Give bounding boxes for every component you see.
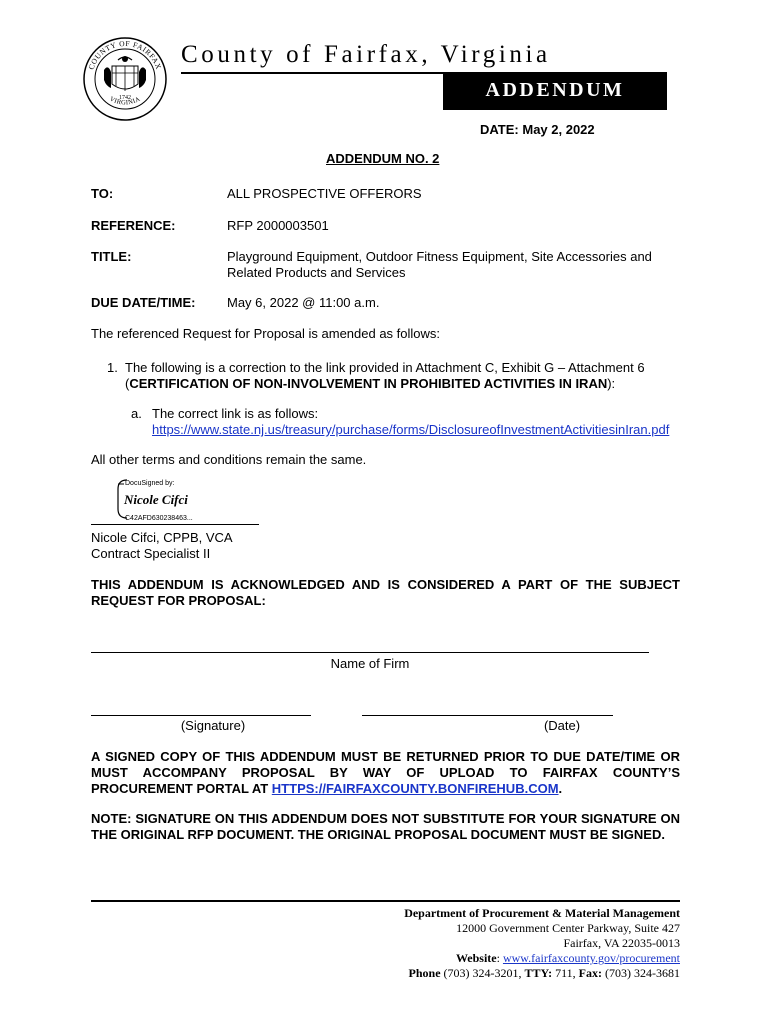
subitem-a-body: The correct link is as follows:: [152, 406, 319, 421]
footer-address-2: Fairfax, VA 22035-0013: [563, 936, 680, 950]
seal-text-bottom: VIRGINIA: [108, 95, 142, 107]
docusign-signature: [115, 476, 225, 522]
item-1-paren-close: ):: [607, 376, 616, 391]
reference-value: RFP 2000003501: [227, 218, 329, 233]
bonfire-portal-link[interactable]: HTTPS://FAIRFAXCOUNTY.BONFIREHUB.COM: [271, 781, 559, 796]
closing-text: All other terms and conditions remain the same.: [91, 452, 367, 467]
docusign-id: C42AFD630238463...: [125, 515, 193, 522]
return-notice-end: .: [558, 781, 563, 796]
intro-text: The referenced Request for Proposal is amended as follows:: [91, 326, 441, 341]
acknowledge-text: THIS ADDENDUM IS ACKNOWLEDGED AND IS CONSIDERED A PART OF THE SUBJECT REQUEST FOR PROPOSAL:: [91, 577, 680, 608]
due-date-value: May 6, 2022 @ 11:00 a.m.: [227, 295, 380, 310]
footer-website: [456, 950, 680, 966]
addendum-number: ADDENDUM NO. 2: [326, 151, 440, 166]
item-1-body: The following is a correction to the link provided in Attachment C, Exhibit G – Attachment 6: [125, 360, 645, 375]
signature-note: NOTE: SIGNATURE ON THIS ADDENDUM DOES NOT SUBSTITUTE FOR YOUR SIGNATURE ON THE ORIGINAL RFP DOCUMENT. THE ORIGINAL PROPOSAL DOCUMENT MUST BE SIGNED.: [91, 811, 680, 842]
footer-phone-number: (703) 324-3201,: [440, 966, 525, 980]
date-line: DATE: May 2, 2022: [480, 122, 595, 137]
signer-title: Contract Specialist II: [91, 546, 211, 561]
item-1-bold: CERTIFICATION OF NON-INVOLVEMENT IN PROHIBITED ACTIVITIES IN IRAN: [129, 376, 608, 391]
seal-year: 1742: [119, 95, 131, 101]
item-1-number: 1.: [107, 360, 118, 375]
signature-label: (Signature): [180, 718, 246, 733]
item-1-text: [125, 360, 685, 392]
county-seal-logo: [82, 36, 168, 122]
subitem-a-letter: a.: [131, 406, 142, 421]
footer-phone-label: Phone: [408, 966, 441, 980]
due-date-label: DUE DATE/TIME:: [91, 295, 196, 310]
signature-line[interactable]: [91, 715, 311, 716]
footer-rule: [91, 900, 680, 902]
to-label: TO:: [91, 186, 114, 201]
footer-phone: [409, 965, 680, 981]
footer-department: Department of Procurement & Material Management: [404, 906, 680, 920]
return-notice: [91, 749, 680, 797]
title-label: TITLE:: [91, 249, 132, 264]
to-value: ALL PROSPECTIVE OFFERORS: [227, 186, 422, 201]
firm-label: Name of Firm: [330, 656, 410, 671]
date-line-rule[interactable]: [362, 715, 613, 716]
firm-line[interactable]: [91, 652, 649, 653]
footer-fax-label: Fax:: [578, 966, 602, 980]
footer-website-link[interactable]: www.fairfaxcounty.gov/procurement: [502, 951, 680, 965]
iran-form-link[interactable]: https://www.state.nj.us/treasury/purchase/forms/DisclosureofInvestmentActivitiesinIran.pdf: [152, 422, 670, 437]
docusign-header: DocuSigned by:: [125, 480, 175, 487]
signature-rule: [91, 524, 259, 525]
reference-label: REFERENCE:: [91, 218, 176, 233]
footer-address-1: 12000 Government Center Parkway, Suite 427: [456, 921, 680, 935]
seal-text-top: COUNTY OF FAIRFAX: [86, 38, 164, 71]
footer-website-label: Website: [455, 951, 497, 965]
item-1-paren-open: (: [125, 376, 130, 391]
docusign-signature-text: Nicole Cifci: [124, 492, 188, 507]
footer-fax-number: (703) 324-3681: [602, 966, 680, 980]
subitem-a-text: [152, 406, 687, 438]
signer-name: Nicole Cifci, CPPB, VCA: [91, 530, 233, 545]
footer-website-sep: :: [496, 951, 503, 965]
date-label: (Date): [543, 718, 581, 733]
county-title: County of Fairfax, Virginia: [181, 41, 551, 68]
title-value: Playground Equipment, Outdoor Fitness Equipment, Site Accessories and Related Products and Services: [227, 249, 652, 280]
footer-tty-number: 711,: [552, 966, 579, 980]
footer-tty-label: TTY:: [524, 966, 553, 980]
return-notice-text: A SIGNED COPY OF THIS ADDENDUM MUST BE RETURNED PRIOR TO DUE DATE/TIME OR MUST ACCOMPANY PROPOSAL BY WAY OF UPLOAD TO FAIRFAX COUNTY’S PROCUREMENT PORTAL AT: [91, 749, 680, 796]
addendum-banner-text: ADDENDUM: [485, 79, 625, 101]
